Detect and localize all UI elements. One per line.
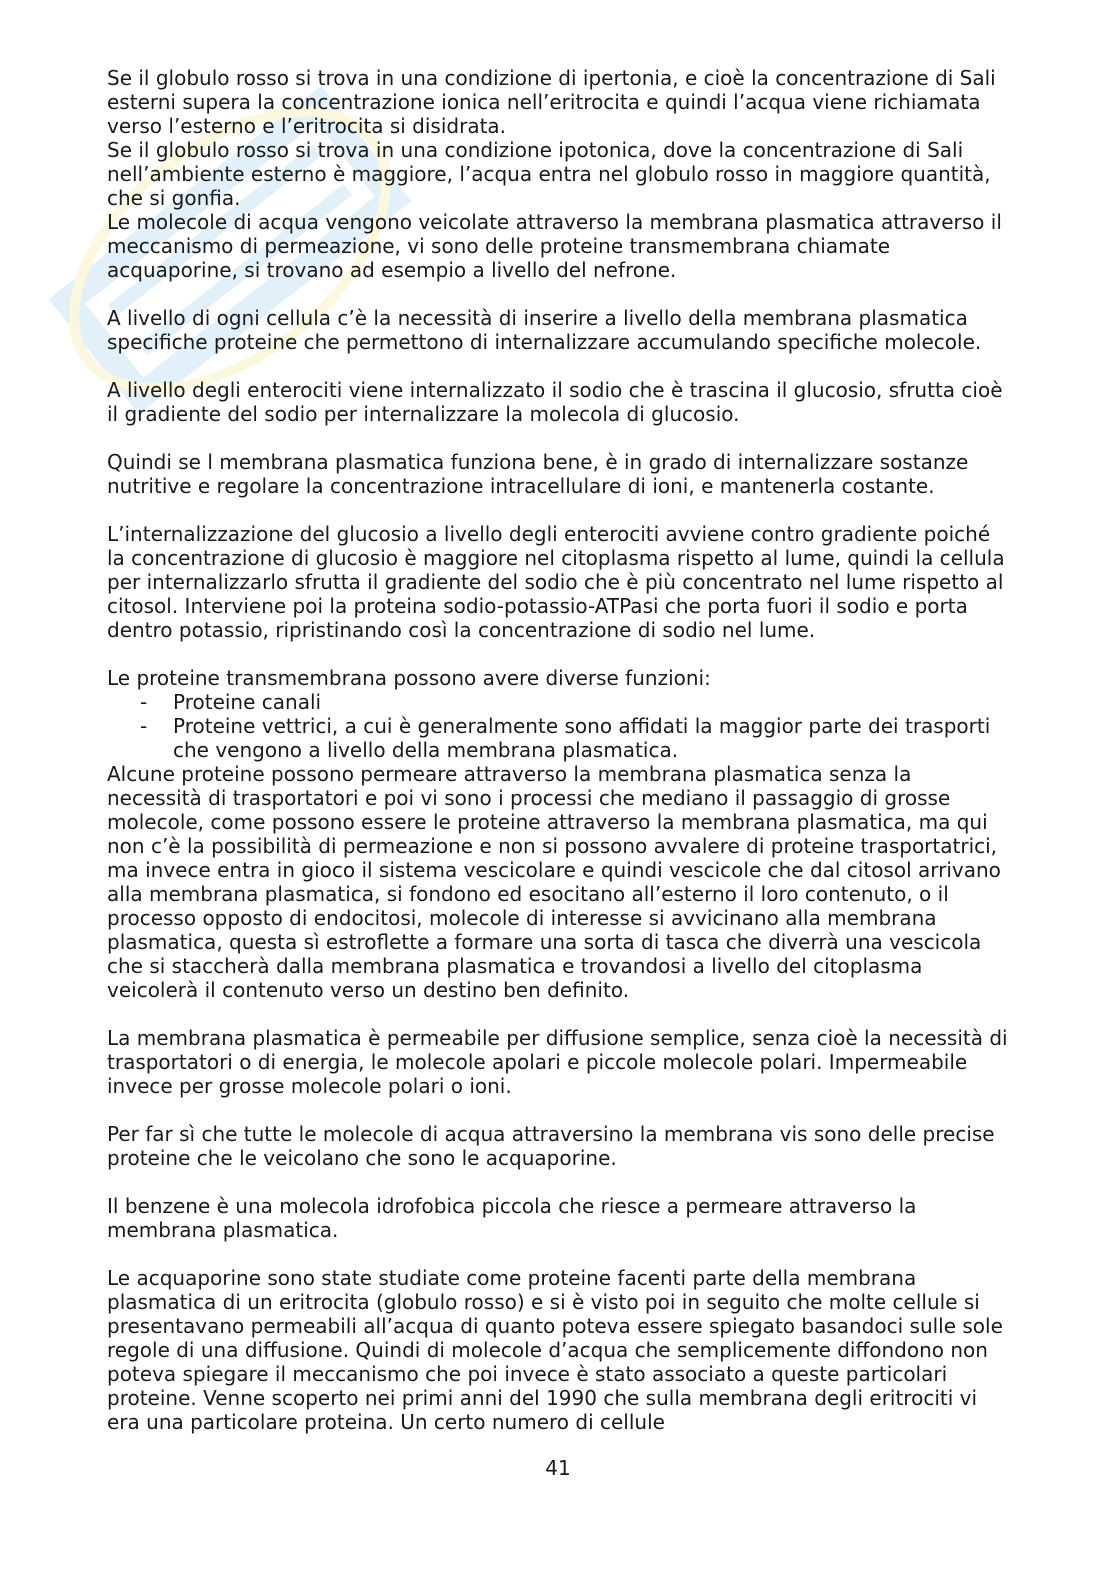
- list-item: [107, 690, 1012, 714]
- paragraph-vescicolare: Alcune proteine possono permeare attraverso la membrana plasmatica senza la necessità di trasportatori e poi vi sono i processi che mediano il passaggio di grosse molecole, come possono essere le proteine attraverso la membrana plasmatica, ma qui non c’è la possibilità di permeazione e non si possono avvalere di proteine trasportatrici, ma invece entra in gioco il sistema vescicolare e quindi vescicole che dal citosol arrivano alla membrana plasmatica, si fondono ed esocitano all’esterno il loro contenuto, o il processo opposto di endocitosi, molecole di interesse si avvicinano alla membrana plasmatica, questa sì estroflette a formare una sorta di tasca che diverrà una vescicola che si staccherà dalla membrana plasmatica e trovandosi a livello del citoplasma veicolerà il contenuto verso un destino ben definito.: [107, 762, 1001, 1002]
- paragraph-enterociti: A livello degli enterociti viene internalizzato il sodio che è trascina il glucosio, sfrutta cioè il gradiente del sodio per internalizzare la molecola di glucosio.: [107, 378, 1003, 426]
- paragraph-acquaporine-intro: Le molecole di acqua vengono veicolate attraverso la membrana plasmatica attraverso il meccanismo di permeazione, vi sono delle proteine transmembrana chiamate acquaporine, si trovano ad esempio a livello del nefrone.: [107, 210, 1002, 282]
- document-page: [107, 66, 1012, 1434]
- paragraph-glucosio: L’internalizzazione del glucosio a livello degli enterociti avviene contro gradiente poiché la concentrazione di glucosio è maggiore nel citoplasma rispetto al lume, quindi la cellula per internalizzarlo sfrutta il gradiente del sodio che è più concentrato nel lume rispetto al citosol. Interviene poi la proteina sodio-potassio-ATPasi che porta fuori il sodio e porta dentro potassio, ripristinando così la concentrazione di sodio nel lume.: [107, 522, 1005, 642]
- list-item: [107, 714, 1012, 762]
- list-item-text: Proteine canali: [173, 690, 322, 714]
- list-bullet: -: [140, 690, 148, 714]
- list-bullet: -: [140, 714, 148, 738]
- paragraph-membrana-funziona: Quindi se l membrana plasmatica funziona bene, è in grado di internalizzare sostanze nutritive e regolare la concentrazione intracellulare di ioni, e mantenerla costante.: [107, 450, 969, 498]
- paragraph-ipotonica: Se il globulo rosso si trova in una condizione ipotonica, dove la concentrazione di Sali nell’ambiente esterno è maggiore, l’acqua entra nel globulo rosso in maggiore quantità, che si gonfia.: [107, 138, 991, 210]
- functions-list: [107, 690, 1012, 762]
- paragraph-permeabilita: La membrana plasmatica è permeabile per diffusione semplice, senza cioè la necessità di trasportatori o di energia, le molecole apolari e piccole molecole polari. Impermeabile invece per grosse molecole polari o ioni.: [107, 1026, 1008, 1098]
- paragraph-proteine-specifiche: A livello di ogni cellula c’è la necessità di inserire a livello della membrana plasmatica specifiche proteine che permettono di internalizzare accumulando specifiche molecole.: [107, 306, 982, 354]
- paragraph-acquaporine-veicolano: Per far sì che tutte le molecole di acqua attraversino la membrana vis sono delle precise proteine che le veicolano che sono le acquaporine.: [107, 1122, 995, 1170]
- paragraph-benzene: Il benzene è una molecola idrofobica piccola che riesce a permeare attraverso la membrana plasmatica.: [107, 1194, 917, 1242]
- page-number: 41: [545, 1456, 571, 1480]
- paragraph-acquaporine-storia: Le acquaporine sono state studiate come proteine facenti parte della membrana plasmatica di un eritrocita (globulo rosso) e si è visto poi in seguito che molte cellule si presentavano permeabili all’acqua di quanto poteva essere spiegato basandoci sulle sole regole di una diffusione. Quindi di molecole d’acqua che semplicemente diffondono non poteva spiegare il meccanismo che poi invece è stato associato a queste particolari proteine. Venne scoperto nei primi anni del 1990 che sulla membrana degli eritrociti vi era una particolare proteina. Un certo numero di cellule: [107, 1266, 1003, 1434]
- paragraph-ipertonia: Se il globulo rosso si trova in una condizione di ipertonia, e cioè la concentrazione di Sali esterni supera la concentrazione ionica nell’eritrocita e quindi l’acqua viene richiamata verso l’esterno e l’eritrocita si disidrata.: [107, 66, 996, 138]
- list-item-text: Proteine vettrici, a cui è generalmente sono affidati la maggior parte dei trasporti che vengono a livello della membrana plasmatica.: [173, 714, 991, 762]
- paragraph-funzioni-intro: Le proteine transmembrana possono avere diverse funzioni:: [107, 666, 711, 690]
